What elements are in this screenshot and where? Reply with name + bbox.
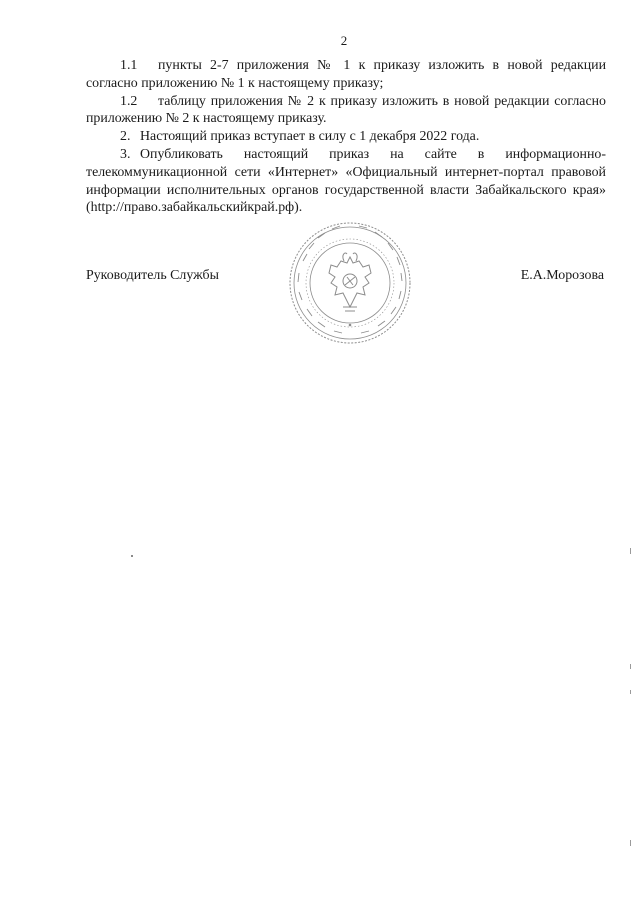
item-text: пункты 2-7 приложения № 1 к приказу изложить в новой редакции согласно приложению № 1 к настоящему приказу; (86, 58, 606, 91)
item-text: Настоящий приказ вступает в силу с 1 декабря 2022 года. (140, 129, 480, 145)
signatory-position: Руководитель Службы (86, 268, 219, 283)
list-item (86, 146, 606, 217)
list-item (86, 93, 606, 129)
item-number: 2. (120, 129, 131, 145)
scan-edge-mark (630, 840, 631, 846)
signatory-name: Е.А.Морозова (520, 268, 604, 283)
item-number: 1.2 (120, 93, 138, 109)
list-item (86, 57, 606, 93)
page-number: 2 (340, 33, 348, 48)
item-text: Опубликовать настоящий приказ на сайте в информационно-телекоммуникационной сети «Интернет» «Официальный интернет-портал правовой информации исполнительных органов государственной власти Забайкальского края» (http://право.забайкальскийкрай.рф). (86, 146, 606, 216)
signature-line (86, 268, 604, 284)
scan-edge-mark (630, 690, 631, 694)
document-body (86, 57, 606, 217)
item-number: 1.1 (120, 58, 138, 73)
scan-edge-mark (630, 664, 631, 669)
scan-speck (131, 555, 133, 557)
item-text: таблицу приложения № 2 к приказу изложить в новой редакции согласно приложению № 2 к настоящему приказу. (86, 93, 606, 127)
scan-edge-mark (630, 548, 631, 554)
item-number: 3. (120, 146, 131, 162)
list-item (86, 128, 606, 146)
